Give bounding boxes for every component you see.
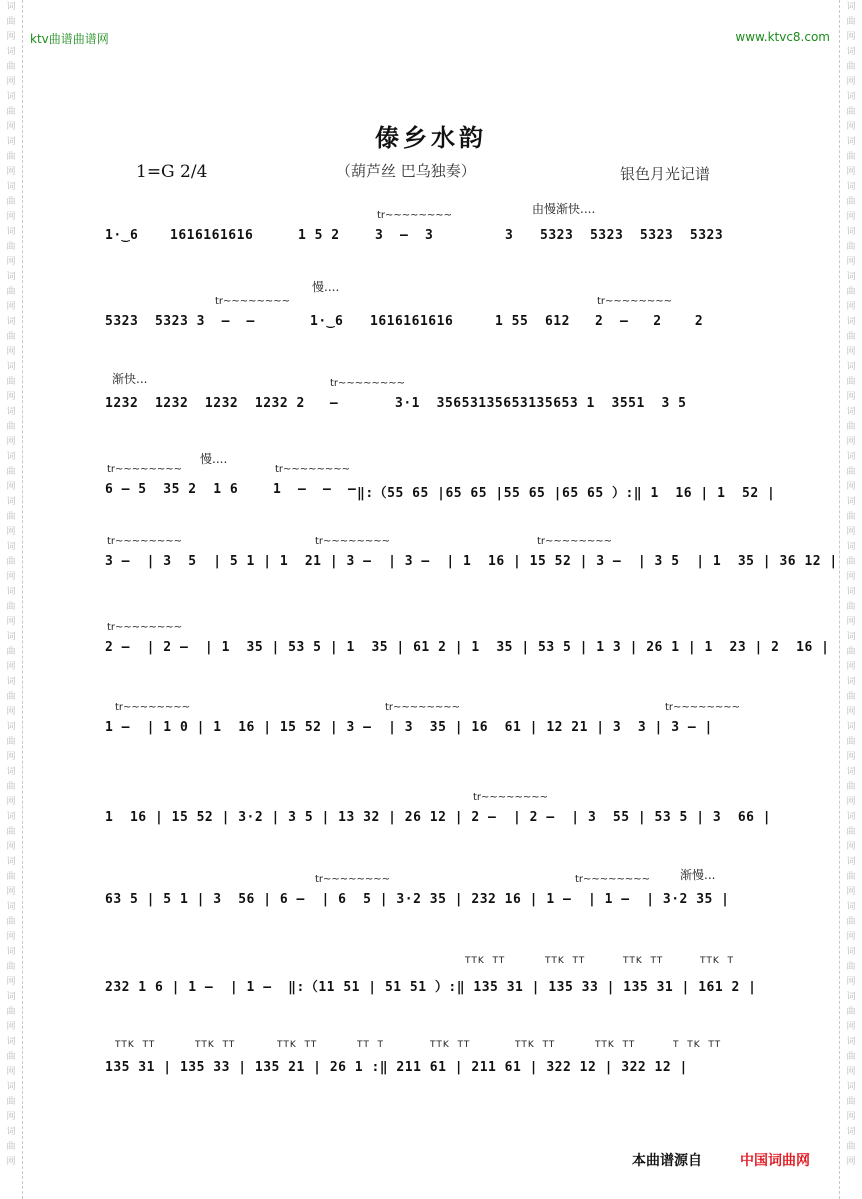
watermark-char: 曲 bbox=[846, 512, 856, 522]
expression-mark: 由慢渐快.... bbox=[532, 202, 596, 216]
watermark-char: 曲 bbox=[6, 827, 16, 837]
notation-segment: 63 5 | 5 1 | 3 56 | 6 – | 6 5 | 3·2 35 | 232 16 | 1 – | 1 – | 3·2 35 | bbox=[105, 892, 730, 907]
trill-mark: tr~~~~~~~~ bbox=[315, 536, 391, 547]
watermark-char: 网 bbox=[846, 797, 856, 807]
score-line-4 bbox=[105, 456, 776, 516]
notation-segment: 5323 5323 5323 5323 bbox=[540, 228, 724, 243]
notation-segment: 2 – | 2 – | 1 35 | 53 5 | 1 35 | 61 2 | 1 35 | 53 5 | 1 3 | 26 1 | 1 23 | 2 16 | bbox=[105, 640, 830, 655]
watermark-char: 词 bbox=[6, 587, 16, 597]
technique-mark: TTK TT bbox=[195, 1040, 236, 1050]
watermark-char: 曲 bbox=[846, 242, 856, 252]
watermark-char: 曲 bbox=[846, 332, 856, 342]
trill-mark: tr~~~~~~~~ bbox=[115, 702, 191, 713]
watermark-char: 曲 bbox=[846, 557, 856, 567]
watermark-char: 曲 bbox=[6, 242, 16, 252]
watermark-char: 网 bbox=[846, 392, 856, 402]
watermark-char: 网 bbox=[846, 842, 856, 852]
watermark-char: 曲 bbox=[846, 647, 856, 657]
watermark-char: 网 bbox=[846, 572, 856, 582]
watermark-char: 曲 bbox=[6, 1052, 16, 1062]
watermark-char: 词 bbox=[846, 587, 856, 597]
watermark-char: 曲 bbox=[846, 737, 856, 747]
right-watermark-text bbox=[840, 0, 862, 1170]
technique-mark: T TK TT bbox=[673, 1040, 722, 1050]
watermark-char: 词 bbox=[6, 2, 16, 12]
trill-mark: tr~~~~~~~~ bbox=[315, 874, 391, 885]
notation-segment: 1616161616 bbox=[370, 314, 454, 329]
watermark-char: 曲 bbox=[6, 737, 16, 747]
watermark-char: 词 bbox=[6, 137, 16, 147]
watermark-char: 曲 bbox=[846, 152, 856, 162]
notation-segment: 1 5 2 bbox=[298, 228, 340, 243]
watermark-char: 网 bbox=[6, 302, 16, 312]
watermark-char: 网 bbox=[6, 617, 16, 627]
watermark-char: 词 bbox=[846, 677, 856, 687]
watermark-char: 曲 bbox=[846, 782, 856, 792]
notation-segment: 5323 5323 3 – – bbox=[105, 314, 255, 329]
technique-mark: TTK TT bbox=[465, 956, 506, 966]
watermark-char: 词 bbox=[846, 632, 856, 642]
watermark-char: 网 bbox=[846, 662, 856, 672]
watermark-char: 词 bbox=[846, 452, 856, 462]
notation-segment: 3 – 3 bbox=[375, 228, 434, 243]
watermark-char: 曲 bbox=[6, 422, 16, 432]
watermark-char: 网 bbox=[846, 482, 856, 492]
watermark-char: 网 bbox=[6, 392, 16, 402]
watermark-char: 词 bbox=[846, 227, 856, 237]
technique-mark: TTK T bbox=[700, 956, 734, 966]
watermark-char: 词 bbox=[6, 1082, 16, 1092]
watermark-char: 词 bbox=[846, 1037, 856, 1047]
watermark-char: 网 bbox=[6, 257, 16, 267]
watermark-char: 曲 bbox=[6, 152, 16, 162]
score-line-9 bbox=[105, 866, 755, 926]
watermark-char: 词 bbox=[6, 902, 16, 912]
watermark-char: 曲 bbox=[846, 1142, 856, 1152]
trill-mark: tr~~~~~~~~ bbox=[385, 702, 461, 713]
watermark-char: 网 bbox=[6, 1157, 16, 1167]
watermark-char: 曲 bbox=[6, 962, 16, 972]
trill-mark: tr~~~~~~~~ bbox=[597, 296, 673, 307]
watermark-char: 网 bbox=[846, 932, 856, 942]
technique-mark: TTK TT bbox=[545, 956, 586, 966]
watermark-char: 曲 bbox=[846, 197, 856, 207]
expression-mark: 慢.... bbox=[200, 452, 228, 466]
watermark-char: 曲 bbox=[846, 1052, 856, 1062]
footer-source-label: 本曲谱源自 bbox=[632, 1153, 702, 1169]
watermark-char: 网 bbox=[846, 437, 856, 447]
watermark-char: 词 bbox=[6, 452, 16, 462]
watermark-char: 词 bbox=[6, 722, 16, 732]
watermark-char: 网 bbox=[6, 32, 16, 42]
watermark-char: 词 bbox=[846, 407, 856, 417]
watermark-char: 词 bbox=[846, 92, 856, 102]
score-line-10 bbox=[105, 950, 755, 1010]
watermark-char: 曲 bbox=[6, 332, 16, 342]
technique-mark: TTK TT bbox=[430, 1040, 471, 1050]
trill-mark: tr~~~~~~~~ bbox=[275, 464, 351, 475]
watermark-char: 词 bbox=[846, 2, 856, 12]
score-title: 傣乡水韵 bbox=[375, 123, 487, 152]
watermark-char: 词 bbox=[846, 272, 856, 282]
watermark-char: 曲 bbox=[846, 107, 856, 117]
notation-segment: 2 – 2 2 bbox=[595, 314, 704, 329]
watermark-char: 词 bbox=[846, 857, 856, 867]
watermark-char: 词 bbox=[846, 47, 856, 57]
notation-segment: ‖:（55 65 |65 65 |55 65 |65 65 ）:‖ 1 16 | 1 52 | bbox=[357, 486, 776, 501]
notation-segment: 3·1 35653135653135653 1 3551 3 5 bbox=[395, 396, 687, 411]
watermark-char: 词 bbox=[6, 857, 16, 867]
watermark-char: 词 bbox=[6, 317, 16, 327]
watermark-char: 曲 bbox=[6, 872, 16, 882]
watermark-char: 曲 bbox=[6, 917, 16, 927]
watermark-char: 曲 bbox=[6, 377, 16, 387]
notation-segment: 1·‿6 bbox=[310, 314, 344, 329]
watermark-char: 网 bbox=[6, 887, 16, 897]
watermark-char: 词 bbox=[846, 767, 856, 777]
notation-segment: 1616161616 bbox=[170, 228, 254, 243]
watermark-char: 词 bbox=[846, 137, 856, 147]
watermark-char: 曲 bbox=[846, 602, 856, 612]
expression-mark: 渐快... bbox=[112, 372, 148, 386]
watermark-char: 曲 bbox=[6, 557, 16, 567]
watermark-char: 网 bbox=[846, 752, 856, 762]
trill-mark: tr~~~~~~~~ bbox=[377, 210, 453, 221]
watermark-char: 词 bbox=[846, 317, 856, 327]
watermark-char: 网 bbox=[846, 1022, 856, 1032]
watermark-char: 词 bbox=[6, 947, 16, 957]
watermark-char: 曲 bbox=[846, 287, 856, 297]
watermark-char: 网 bbox=[6, 1022, 16, 1032]
watermark-char: 词 bbox=[6, 272, 16, 282]
score-line-8 bbox=[105, 784, 772, 844]
watermark-char: 网 bbox=[846, 347, 856, 357]
score-line-7 bbox=[105, 694, 755, 754]
watermark-char: 网 bbox=[6, 482, 16, 492]
watermark-char: 词 bbox=[846, 1082, 856, 1092]
watermark-char: 网 bbox=[846, 32, 856, 42]
notation-segment: 135 31 | 135 33 | 135 21 | 26 1 :‖ 211 61 | 211 61 | 322 12 | 322 12 | bbox=[105, 1060, 688, 1075]
watermark-char: 网 bbox=[6, 212, 16, 222]
watermark-char: 曲 bbox=[6, 197, 16, 207]
watermark-char: 曲 bbox=[6, 1007, 16, 1017]
watermark-char: 曲 bbox=[846, 962, 856, 972]
watermark-char: 网 bbox=[6, 932, 16, 942]
score-line-3 bbox=[105, 370, 755, 430]
footer-source-site[interactable]: 中国词曲网 bbox=[740, 1153, 810, 1169]
technique-mark: TTK TT bbox=[515, 1040, 556, 1050]
watermark-char: 网 bbox=[846, 1067, 856, 1077]
expression-mark: 慢.... bbox=[312, 280, 340, 294]
score-line-6 bbox=[105, 614, 830, 674]
watermark-char: 网 bbox=[846, 212, 856, 222]
watermark-char: 曲 bbox=[846, 917, 856, 927]
score-line-2 bbox=[105, 288, 755, 348]
watermark-char: 词 bbox=[6, 992, 16, 1002]
watermark-char: 曲 bbox=[846, 1097, 856, 1107]
watermark-char: 网 bbox=[6, 707, 16, 717]
watermark-char: 曲 bbox=[6, 512, 16, 522]
watermark-char: 曲 bbox=[6, 602, 16, 612]
trill-mark: tr~~~~~~~~ bbox=[473, 792, 549, 803]
notation-segment: 1·‿6 bbox=[105, 228, 139, 243]
watermark-char: 网 bbox=[846, 1112, 856, 1122]
trill-mark: tr~~~~~~~~ bbox=[107, 536, 183, 547]
trill-mark: tr~~~~~~~~ bbox=[575, 874, 651, 885]
watermark-char: 曲 bbox=[846, 422, 856, 432]
watermark-char: 网 bbox=[6, 347, 16, 357]
watermark-char: 网 bbox=[6, 842, 16, 852]
watermark-char: 词 bbox=[6, 632, 16, 642]
score-line-1 bbox=[105, 202, 755, 262]
watermark-char: 词 bbox=[846, 362, 856, 372]
watermark-char: 网 bbox=[846, 122, 856, 132]
watermark-char: 网 bbox=[846, 1157, 856, 1167]
notation-segment: 1 – | 1 0 | 1 16 | 15 52 | 3 – | 3 35 | 16 61 | 12 21 | 3 3 | 3 – | bbox=[105, 720, 713, 735]
watermark-char: 曲 bbox=[846, 467, 856, 477]
left-watermark-text bbox=[0, 0, 22, 1170]
watermark-char: 网 bbox=[6, 527, 16, 537]
watermark-char: 曲 bbox=[846, 827, 856, 837]
watermark-char: 曲 bbox=[846, 17, 856, 27]
watermark-char: 曲 bbox=[6, 467, 16, 477]
technique-mark: TT T bbox=[357, 1040, 385, 1050]
watermark-char: 词 bbox=[846, 1127, 856, 1137]
watermark-char: 曲 bbox=[6, 1142, 16, 1152]
watermark-char: 词 bbox=[6, 47, 16, 57]
watermark-char: 词 bbox=[6, 677, 16, 687]
score-line-11 bbox=[105, 1034, 755, 1094]
header-site-left[interactable]: ktv曲谱曲谱网 bbox=[30, 32, 109, 46]
technique-mark: TTK TT bbox=[595, 1040, 636, 1050]
watermark-char: 曲 bbox=[6, 107, 16, 117]
watermark-char: 网 bbox=[846, 527, 856, 537]
watermark-char: 网 bbox=[6, 1067, 16, 1077]
watermark-char: 网 bbox=[846, 302, 856, 312]
notation-segment: 6 – 5 35 2 1 6 bbox=[105, 482, 239, 497]
watermark-char: 词 bbox=[6, 542, 16, 552]
watermark-char: 网 bbox=[6, 977, 16, 987]
watermark-char: 词 bbox=[6, 812, 16, 822]
watermark-char: 词 bbox=[6, 1127, 16, 1137]
watermark-char: 网 bbox=[846, 257, 856, 267]
watermark-char: 曲 bbox=[6, 782, 16, 792]
watermark-char: 曲 bbox=[6, 647, 16, 657]
watermark-char: 词 bbox=[6, 407, 16, 417]
watermark-char: 曲 bbox=[6, 692, 16, 702]
technique-mark: TTK TT bbox=[623, 956, 664, 966]
watermark-char: 网 bbox=[6, 167, 16, 177]
notation-segment: 1 – – – bbox=[273, 482, 357, 497]
notation-segment: 1232 1232 1232 1232 2 – bbox=[105, 396, 339, 411]
watermark-char: 曲 bbox=[6, 1097, 16, 1107]
trill-mark: tr~~~~~~~~ bbox=[107, 622, 183, 633]
watermark-char: 曲 bbox=[846, 62, 856, 72]
watermark-char: 词 bbox=[6, 362, 16, 372]
notation-segment: 232 1 6 | 1 – | 1 – ‖:（11 51 | 51 51 ）:‖ 135 31 | 135 33 | 135 31 | 161 2 | bbox=[105, 980, 757, 995]
watermark-char: 词 bbox=[6, 497, 16, 507]
watermark-char: 网 bbox=[846, 707, 856, 717]
watermark-char: 网 bbox=[846, 617, 856, 627]
watermark-char: 词 bbox=[6, 92, 16, 102]
watermark-char: 词 bbox=[6, 182, 16, 192]
watermark-char: 曲 bbox=[846, 1007, 856, 1017]
watermark-char: 网 bbox=[846, 167, 856, 177]
watermark-char: 网 bbox=[6, 1112, 16, 1122]
trill-mark: tr~~~~~~~~ bbox=[330, 378, 406, 389]
watermark-char: 曲 bbox=[6, 17, 16, 27]
notation-segment: 3 – | 3 5 | 5 1 | 1 21 | 3 – | 3 – | 1 16 | 15 52 | 3 – | 3 5 | 1 35 | 36 12 | bbox=[105, 554, 838, 569]
watermark-char: 网 bbox=[846, 77, 856, 87]
watermark-char: 词 bbox=[846, 947, 856, 957]
key-signature: 1=G 2/4 bbox=[136, 162, 208, 182]
trill-mark: tr~~~~~~~~ bbox=[107, 464, 183, 475]
header-site-right[interactable]: www.ktvc8.com bbox=[735, 30, 830, 44]
watermark-char: 词 bbox=[846, 542, 856, 552]
watermark-char: 曲 bbox=[6, 62, 16, 72]
watermark-char: 词 bbox=[6, 1037, 16, 1047]
technique-mark: TTK TT bbox=[277, 1040, 318, 1050]
watermark-char: 词 bbox=[846, 992, 856, 1002]
notation-segment: 1 16 | 15 52 | 3·2 | 3 5 | 13 32 | 26 12 | 2 – | 2 – | 3 55 | 53 5 | 3 66 | bbox=[105, 810, 772, 825]
watermark-char: 词 bbox=[6, 767, 16, 777]
expression-mark: 渐慢... bbox=[680, 868, 716, 882]
watermark-char: 网 bbox=[6, 752, 16, 762]
notation-segment: 1 55 612 bbox=[495, 314, 570, 329]
watermark-char: 网 bbox=[6, 77, 16, 87]
watermark-char: 词 bbox=[846, 182, 856, 192]
watermark-char: 曲 bbox=[846, 377, 856, 387]
watermark-char: 网 bbox=[846, 977, 856, 987]
watermark-char: 曲 bbox=[846, 692, 856, 702]
watermark-char: 曲 bbox=[6, 287, 16, 297]
trill-mark: tr~~~~~~~~ bbox=[665, 702, 741, 713]
watermark-char: 网 bbox=[6, 797, 16, 807]
watermark-char: 网 bbox=[6, 122, 16, 132]
watermark-char: 词 bbox=[6, 227, 16, 237]
notation-segment: 3 bbox=[505, 228, 514, 243]
watermark-char: 词 bbox=[846, 812, 856, 822]
score-line-5 bbox=[105, 528, 838, 588]
transcriber-credit: 银色月光记谱 bbox=[620, 165, 711, 183]
score-subtitle: （葫芦丝 巴乌独奏） bbox=[336, 162, 476, 180]
watermark-char: 网 bbox=[6, 437, 16, 447]
watermark-char: 曲 bbox=[846, 872, 856, 882]
watermark-char: 词 bbox=[846, 722, 856, 732]
watermark-char: 网 bbox=[6, 662, 16, 672]
trill-mark: tr~~~~~~~~ bbox=[537, 536, 613, 547]
technique-mark: TTK TT bbox=[115, 1040, 156, 1050]
watermark-char: 词 bbox=[846, 902, 856, 912]
watermark-char: 网 bbox=[846, 887, 856, 897]
watermark-char: 词 bbox=[846, 497, 856, 507]
trill-mark: tr~~~~~~~~ bbox=[215, 296, 291, 307]
watermark-char: 网 bbox=[6, 572, 16, 582]
